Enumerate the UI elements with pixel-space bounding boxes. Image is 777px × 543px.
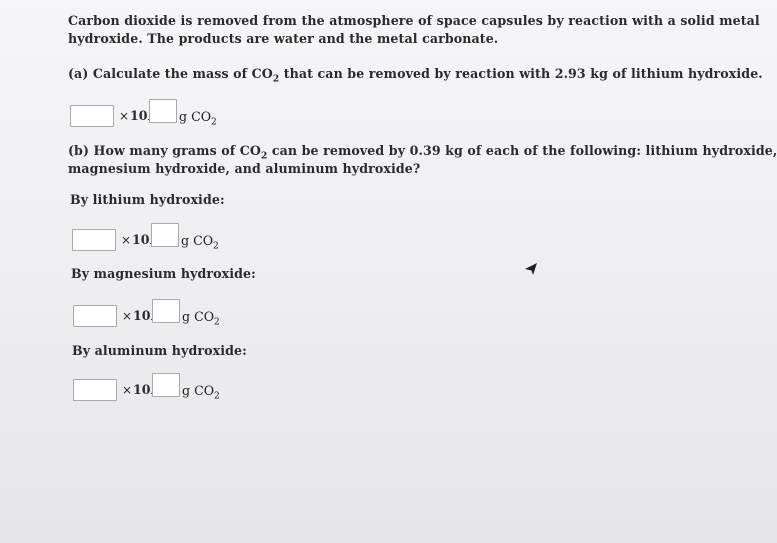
mouse-pointer-icon [524, 262, 538, 276]
base-ten: 10 [133, 308, 159, 323]
lithium-coefficient-input[interactable] [72, 229, 116, 251]
unit-label: g $CO_2$ [182, 309, 220, 328]
magnesium-exponent-input[interactable] [152, 299, 180, 323]
aluminum-answer-row [73, 377, 483, 401]
base-ten: 10 [133, 382, 159, 397]
part-b-prompt-line-2: magnesium hydroxide, and aluminum hydroxide? [68, 161, 421, 176]
lithium-answer-row [72, 227, 482, 251]
times-sign: × [119, 109, 130, 123]
lithium-exponent-input[interactable] [151, 223, 179, 247]
part-a-coefficient-input[interactable] [70, 105, 114, 127]
part-b-prompt-line-1: (b) How many grams of $CO_2$ can be removed by 0.39 kg of each of the following: lithium hydroxide, [68, 143, 777, 162]
magnesium-coefficient-input[interactable] [73, 305, 117, 327]
aluminum-exponent-input[interactable] [152, 373, 180, 397]
magnesium-label: By magnesium hydroxide: [71, 266, 256, 281]
unit-label: g $CO_2$ [182, 383, 220, 402]
part-a-exponent-input[interactable] [149, 99, 177, 123]
unit-label: g $CO_2$ [179, 109, 217, 128]
unit-label: g $CO_2$ [181, 233, 219, 252]
base-ten: 10 [132, 232, 158, 247]
intro-line-2: hydroxide. The products are water and the metal carbonate. [68, 31, 499, 46]
times-sign: × [122, 309, 133, 323]
times-sign: × [121, 233, 132, 247]
times-sign: × [122, 383, 133, 397]
part-a-answer-row [70, 103, 480, 127]
magnesium-answer-row [73, 303, 483, 327]
lithium-label: By lithium hydroxide: [70, 192, 225, 207]
base-ten: 10 [130, 108, 156, 123]
part-a-prompt: (a) Calculate the mass of $CO_2$ that can be removed by reaction with 2.93 kg of lithium hydroxide. [68, 66, 763, 85]
intro-line-1: Carbon dioxide is removed from the atmosphere of space capsules by reaction with a solid metal [68, 13, 760, 28]
aluminum-coefficient-input[interactable] [73, 379, 117, 401]
aluminum-label: By aluminum hydroxide: [72, 343, 247, 358]
